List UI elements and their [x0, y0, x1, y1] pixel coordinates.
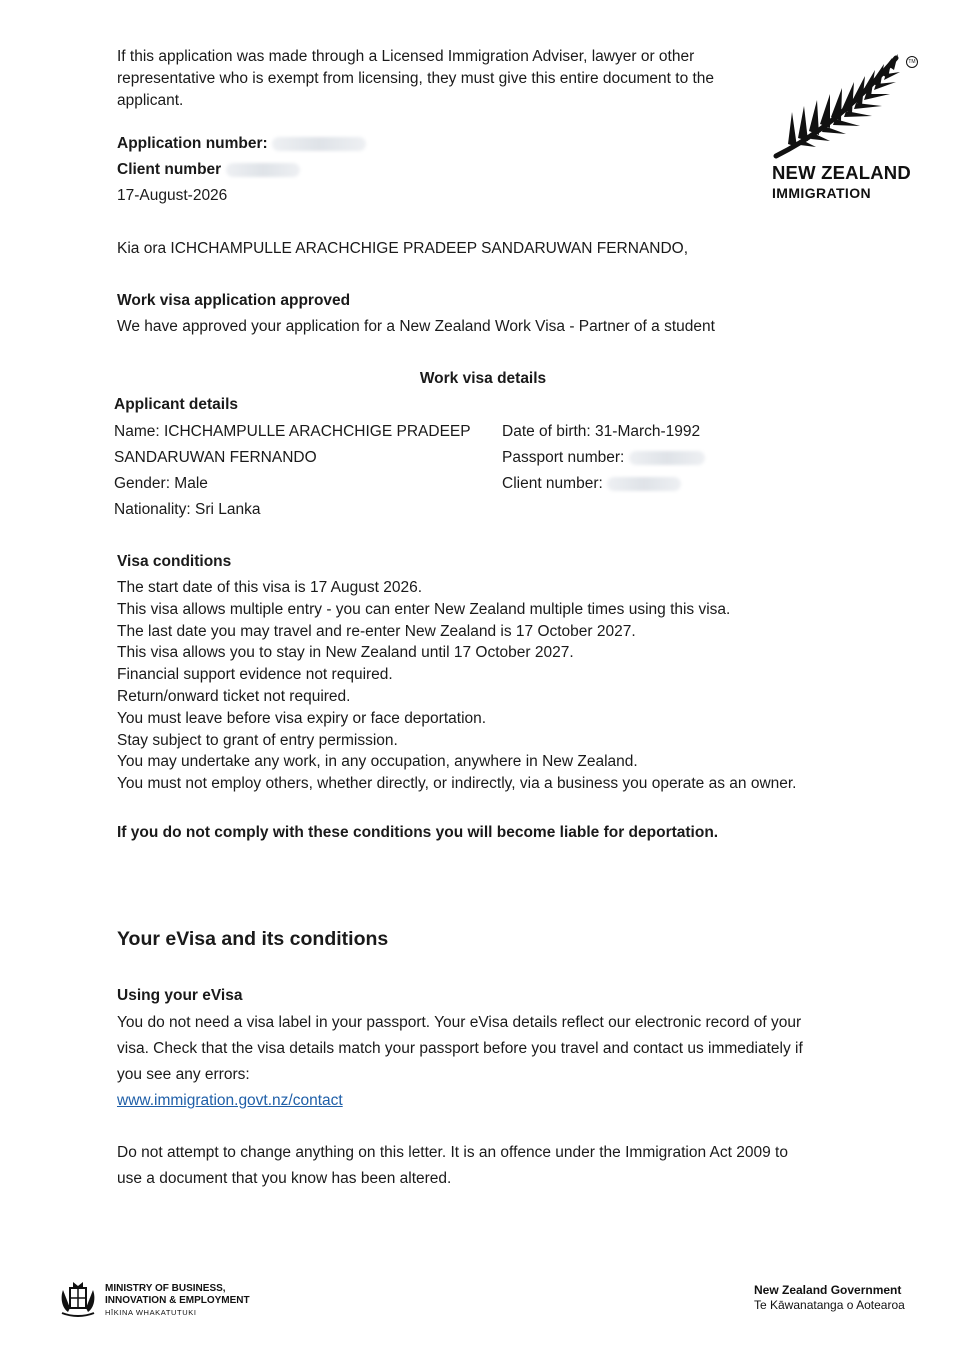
deportation-warning: If you do not comply with these conditions you will become liable for deportation. [117, 824, 719, 841]
applicant-name-line1: Name: ICHCHAMPULLE ARACHCHIGE PRADEEP [114, 423, 471, 440]
client-number-label: Client number [117, 161, 222, 178]
redacted-details-client-number [607, 477, 681, 491]
approval-title: Work visa application approved [117, 292, 351, 309]
silver-fern-icon [770, 52, 910, 162]
evisa-text-line1: You do not need a visa label in your passport. Your eVisa details reflect our electronic record of your [117, 1014, 802, 1031]
evisa-text-line3: you see any errors: [117, 1066, 250, 1083]
applicant-gender: Gender: Male [114, 475, 208, 492]
visa-conditions-heading: Visa conditions [117, 553, 232, 570]
client-number-row [117, 159, 300, 181]
nz-government-title: New Zealand Government [754, 1283, 902, 1297]
applicant-name-line2: SANDARUWAN FERNANDO [114, 449, 317, 466]
condition-item: The start date of this visa is 17 August 2026. [117, 579, 423, 596]
offence-text-line1: Do not attempt to change anything on this letter. It is an offence under the Immigration Act 2009 to [117, 1144, 788, 1161]
offence-text-line2: use a document that you know has been altered. [117, 1170, 452, 1187]
passport-number-label: Passport number: [502, 449, 625, 466]
coat-of-arms-icon [58, 1280, 98, 1318]
condition-item: The last date you may travel and re-enter New Zealand is 17 October 2027. [117, 622, 636, 640]
greeting: Kia ora ICHCHAMPULLE ARACHCHIGE PRADEEP SANDARUWAN FERNANDO, [117, 240, 689, 257]
mbie-logo [58, 1280, 278, 1320]
applicant-dob: Date of birth: 31-March-1992 [502, 423, 701, 440]
logo-line1: NEW ZEALAND [772, 162, 911, 183]
passport-number-row [502, 447, 705, 469]
contact-link[interactable]: www.immigration.govt.nz/contact [117, 1092, 343, 1109]
logo-line2: IMMIGRATION [772, 185, 872, 201]
nz-immigration-logo [770, 52, 920, 202]
details-client-number-row [502, 473, 681, 495]
applicant-nationality: Nationality: Sri Lanka [114, 501, 261, 518]
condition-item: Return/onward ticket not required. [117, 687, 351, 705]
work-visa-details-heading: Work visa details [419, 370, 547, 387]
applicant-details-heading: Applicant details [114, 396, 239, 413]
mbie-line1: MINISTRY OF BUSINESS, [105, 1283, 226, 1294]
mbie-line2: INNOVATION & EMPLOYMENT [105, 1295, 250, 1306]
redacted-application-number [272, 137, 366, 151]
condition-item: This visa allows you to stay in New Zealand until 17 October 2027. [117, 644, 574, 662]
condition-item: You must not employ others, whether directly, or indirectly, via a business you operate as an owner. [117, 775, 797, 793]
application-number-label: Application number [117, 135, 263, 152]
condition-item: You must leave before visa expiry or face deportation. [117, 709, 487, 727]
letter-date: 17-August-2026 [117, 187, 228, 204]
redacted-client-number [226, 163, 300, 177]
trademark-badge: TM [906, 56, 918, 68]
condition-item: Stay subject to grant of entry permission. [117, 731, 398, 749]
application-number-row: Application number: [117, 133, 366, 155]
condition-item: This visa allows multiple entry - you can enter New Zealand multiple times using this visa. [117, 600, 731, 618]
nz-government-maori: Te Kāwanatanga o Aotearoa [754, 1298, 905, 1312]
visa-conditions-list [117, 577, 917, 795]
condition-item: You may undertake any work, in any occupation, anywhere in New Zealand. [117, 753, 638, 771]
using-evisa-heading: Using your eVisa [117, 987, 243, 1004]
mbie-line3: HĪKINA WHAKATUTUKI [105, 1308, 197, 1317]
condition-item: Financial support evidence not required. [117, 666, 393, 684]
details-client-number-label: Client number: [502, 475, 603, 492]
intro-paragraph: If this application was made through a Licensed Immigration Adviser, lawyer or other representative who is exempt from licensing, they must give this entire document to the applicant. [117, 48, 715, 109]
evisa-text-line2: visa. Check that the visa details match your passport before you travel and contact us immediately if [117, 1040, 803, 1057]
redacted-passport-number [629, 451, 705, 465]
approval-text: We have approved your application for a New Zealand Work Visa - Partner of a student [117, 318, 715, 335]
evisa-heading: Your eVisa and its conditions [117, 928, 389, 950]
